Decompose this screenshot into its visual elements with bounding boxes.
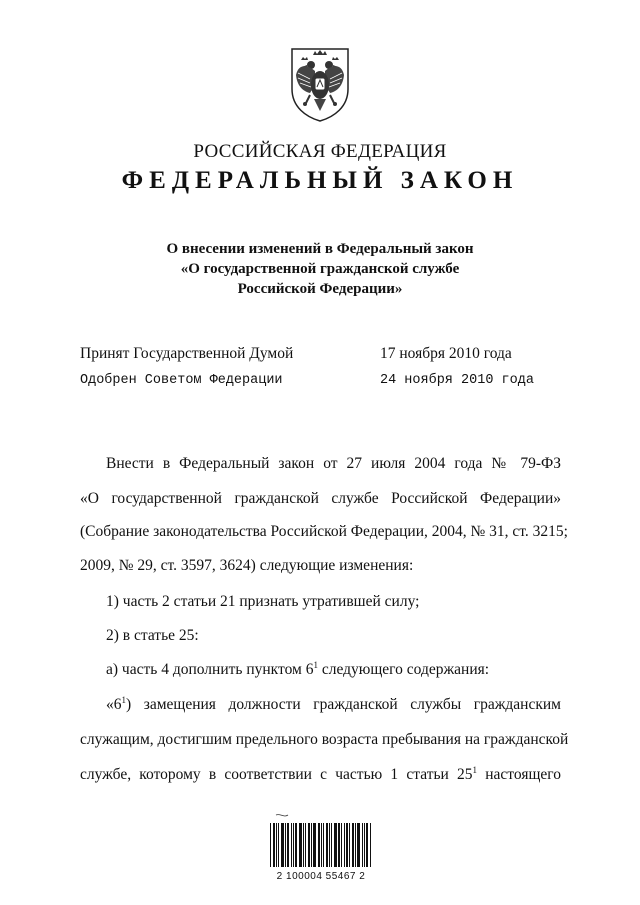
item-1: 1) часть 2 статьи 21 признать утратившей силу; (106, 593, 420, 610)
barcode-bar (364, 823, 365, 867)
barcode (262, 813, 380, 885)
barcode-bar (278, 823, 279, 867)
barcode-bar (293, 823, 294, 867)
barcode-bar (311, 823, 312, 867)
barcode-bar (331, 823, 332, 867)
country-name: РОССИЙСКАЯ ФЕДЕРАЦИЯ (193, 141, 447, 162)
barcode-bar (291, 823, 292, 867)
barcode-bar (287, 823, 289, 867)
quote-line-1 (106, 696, 561, 714)
title-line-1: О внесении изменений в Федеральный закон (166, 241, 474, 257)
quote-line-3-superscript: 1 (472, 765, 478, 775)
item-a-text: а) часть 4 дополнить пунктом 6 (106, 661, 314, 678)
document-type: ФЕДЕРАЛЬНЫЙ ЗАКОН (121, 167, 519, 194)
barcode-bar (326, 823, 328, 867)
barcode-bar (303, 823, 304, 867)
body-line-4: 2009, № 29, ст. 3597, 3624) следующие изменения: (80, 557, 414, 574)
body-line-1: Внести в Федеральный закон от 27 июля 2004 года № 79-ФЗ (106, 455, 561, 472)
body-line-3: (Собрание законодательства Российской Федерации, 2004, № 31, ст. 3215; (80, 523, 568, 540)
council-approval-label: Одобрен Советом Федерации (80, 373, 283, 388)
law-title (0, 239, 640, 299)
barcode-bars (262, 813, 380, 871)
item-a (106, 661, 561, 679)
barcode-bar (366, 823, 368, 867)
barcode-bar (334, 823, 337, 867)
barcode-bar (299, 823, 302, 867)
quote-line-3-text: службе, которому в соответствии с частью 1 статьи 25 (80, 766, 473, 783)
barcode-bar (352, 823, 354, 867)
barcode-bar (321, 823, 322, 867)
barcode-bar (329, 823, 330, 867)
barcode-bar (305, 823, 306, 867)
barcode-bar (313, 823, 316, 867)
barcode-bar (318, 823, 320, 867)
quote-text: ) замещения должности гражданской службы гражданским (126, 696, 561, 713)
item-a-superscript: 1 (313, 660, 318, 670)
quote-line-2: служащим, достигшим предельного возраста пребывания на гражданской (80, 731, 569, 748)
barcode-bar (362, 823, 363, 867)
barcode-bar (308, 823, 310, 867)
barcode-bar (323, 823, 324, 867)
title-line-2: «О государственной гражданской службе (180, 261, 460, 277)
barcode-bar (370, 823, 371, 867)
barcode-bar (285, 823, 286, 867)
quote-line-3 (80, 766, 561, 784)
barcode-bar (357, 823, 360, 867)
quote-superscript: 1 (121, 695, 126, 705)
duma-adoption-label: Принят Государственной Думой (80, 345, 294, 362)
barcode-bar (273, 823, 275, 867)
barcode-bar (349, 823, 350, 867)
barcode-bar (276, 823, 277, 867)
barcode-number: 2 100004 55467 2 (276, 871, 366, 882)
quote-line-3-end: настоящего (477, 766, 561, 783)
body-line-2: «О государственной гражданской службе Российской Федерации» (80, 490, 561, 507)
barcode-bar (341, 823, 342, 867)
duma-adoption-date: 17 ноября 2010 года (380, 345, 512, 362)
barcode-bar (270, 823, 271, 867)
barcode-bar (338, 823, 340, 867)
coat-of-arms-emblem (288, 45, 352, 123)
barcode-bar (295, 823, 297, 867)
item-2: 2) в статье 25: (106, 627, 199, 644)
title-line-3: Российской Федерации» (237, 281, 403, 297)
barcode-bar (281, 823, 284, 867)
barcode-bar (344, 823, 345, 867)
council-approval-date: 24 ноября 2010 года (380, 373, 534, 388)
barcode-bar (346, 823, 348, 867)
quote-open: «6 (106, 696, 122, 713)
barcode-bar (355, 823, 356, 867)
item-a-text-end: следующего содержания: (317, 661, 490, 678)
